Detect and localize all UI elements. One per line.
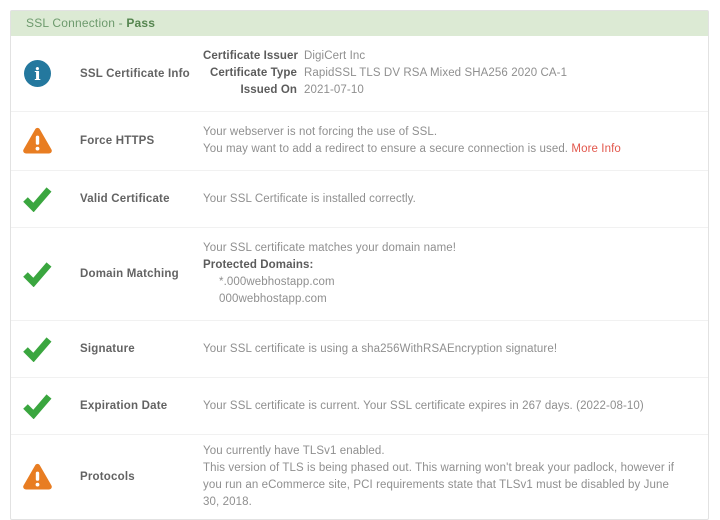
- check-row-valid-certificate: [11, 170, 708, 227]
- svg-text:i: i: [33, 65, 41, 86]
- check-row-expiration-date: [11, 377, 708, 434]
- check-icon: [11, 393, 63, 419]
- check-label: Signature: [80, 343, 135, 355]
- description-line: Your SSL Certificate is installed correctly.: [203, 192, 416, 205]
- check-description: [203, 398, 691, 415]
- section-header: [11, 11, 708, 36]
- more-info-link[interactable]: More Info: [571, 143, 621, 155]
- detail-label: Certificate Type: [209, 67, 297, 79]
- check-description: [203, 443, 691, 511]
- description-line: Your SSL certificate is current. Your SSL certificate expires in 267 days. (2022-08-10): [203, 399, 644, 412]
- check-description: [203, 48, 691, 99]
- check-row-domain-matching: [11, 227, 708, 320]
- description-line: Your SSL certificate matches your domain name!: [203, 242, 457, 254]
- info-icon: [11, 60, 63, 87]
- ssl-results-card: [10, 10, 709, 520]
- warning-icon: [11, 463, 63, 491]
- check-label: Expiration Date: [80, 400, 168, 412]
- check-row-force-https: [11, 111, 708, 170]
- detail-label: Issued On: [240, 84, 297, 96]
- description-line: You may want to add a redirect to ensure a secure connection is used. More Info: [203, 143, 621, 155]
- check-icon: [11, 261, 63, 287]
- description-line: You currently have TLSv1 enabled.: [203, 445, 385, 457]
- protected-domain: 000webhostapp.com: [219, 293, 327, 305]
- protected-domain: *.000webhostapp.com: [219, 276, 335, 288]
- detail-label: Certificate Issuer: [203, 50, 299, 62]
- description-line: Your webserver is not forcing the use of SSL.: [203, 126, 438, 138]
- check-description: [203, 124, 691, 158]
- check-row-ssl-certificate-info: [11, 36, 708, 111]
- check-description: [203, 341, 691, 358]
- check-label: Domain Matching: [80, 268, 179, 280]
- check-icon: [11, 336, 63, 362]
- check-label: Force HTTPS: [80, 135, 155, 147]
- description-line: This version of TLS is being phased out. This warning won't break your padlock, however if you run an eCommerce site, PCI requirements state that TLSv1 must be disabled by June 30, 2018.: [203, 462, 675, 508]
- check-row-protocols: [11, 434, 708, 519]
- check-description: [203, 191, 691, 208]
- check-row-signature: [11, 320, 708, 377]
- section-title: SSL Connection -: [26, 16, 127, 30]
- detail-value: DigiCert Inc: [304, 50, 366, 62]
- check-label: Valid Certificate: [80, 193, 170, 205]
- check-description: [203, 240, 691, 308]
- description-line: Your SSL certificate is using a sha256WithRSAEncryption signature!: [203, 342, 558, 355]
- detail-value: 2021-07-10: [304, 84, 364, 96]
- check-icon: [11, 186, 63, 212]
- check-label: Protocols: [80, 471, 135, 483]
- check-label: SSL Certificate Info: [80, 67, 190, 80]
- warning-icon: [11, 127, 63, 155]
- protected-domains-heading: Protected Domains:: [203, 259, 314, 271]
- detail-value: RapidSSL TLS DV RSA Mixed SHA256 2020 CA-1: [304, 67, 568, 79]
- status-badge: Pass: [126, 16, 156, 30]
